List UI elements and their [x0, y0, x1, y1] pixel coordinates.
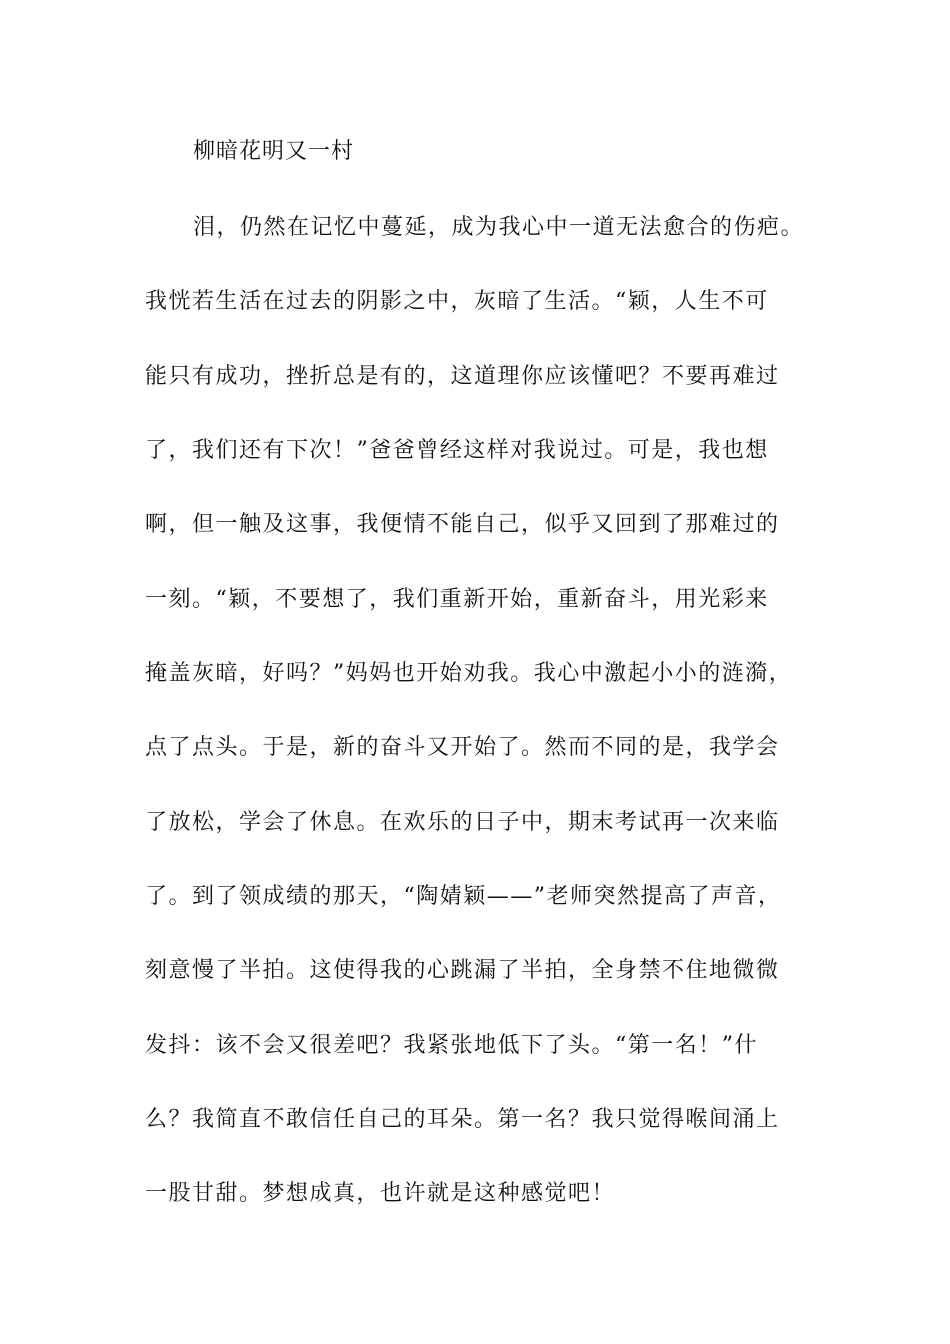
essay-line-3: 能只有成功，挫折总是有的，这道理你应该懂吧？不要再难过: [145, 364, 780, 389]
essay-line-9: 了放松，学会了休息。在欢乐的日子中，期末考试再一次来临: [145, 810, 780, 835]
essay-line-5: 啊，但一触及这事，我便情不能自己，似乎又回到了那难过的: [145, 512, 780, 537]
essay-line-1: 泪，仍然在记忆中蔓延，成为我心中一道无法愈合的伤疤。: [193, 215, 805, 240]
essay-line-14: 一股甘甜。梦想成真，也许就是这种感觉吧！: [145, 1181, 616, 1206]
essay-line-6: 一刻。“颖，不要想了，我们重新开始，重新奋斗，用光彩来: [145, 587, 769, 612]
essay-line-2: 我恍若生活在过去的阴影之中，灰暗了生活。“颖，人生不可: [145, 289, 769, 314]
essay-line-12: 发抖：该不会又很差吧？我紧张地低下了头。“第一名！”什: [145, 1033, 758, 1058]
essay-line-4: 了，我们还有下次！”爸爸曾经这样对我说过。可是，我也想: [145, 438, 769, 463]
essay-line-13: 么？我简直不敢信任自己的耳朵。第一名？我只觉得喉间涌上: [145, 1107, 780, 1132]
essay-line-10: 了。到了领成绩的那天，“陶婧颖——”老师突然提高了声音，: [145, 884, 782, 909]
essay-line-8: 点了点头。于是，新的奋斗又开始了。然而不同的是，我学会: [145, 735, 780, 760]
essay-title: 柳暗花明又一村: [193, 139, 355, 164]
essay-line-11: 刻意慢了半拍。这使得我的心跳漏了半拍，全身禁不住地微微: [145, 958, 780, 983]
essay-line-7: 掩盖灰暗，好吗？”妈妈也开始劝我。我心中激起小小的涟漪，: [145, 661, 793, 686]
